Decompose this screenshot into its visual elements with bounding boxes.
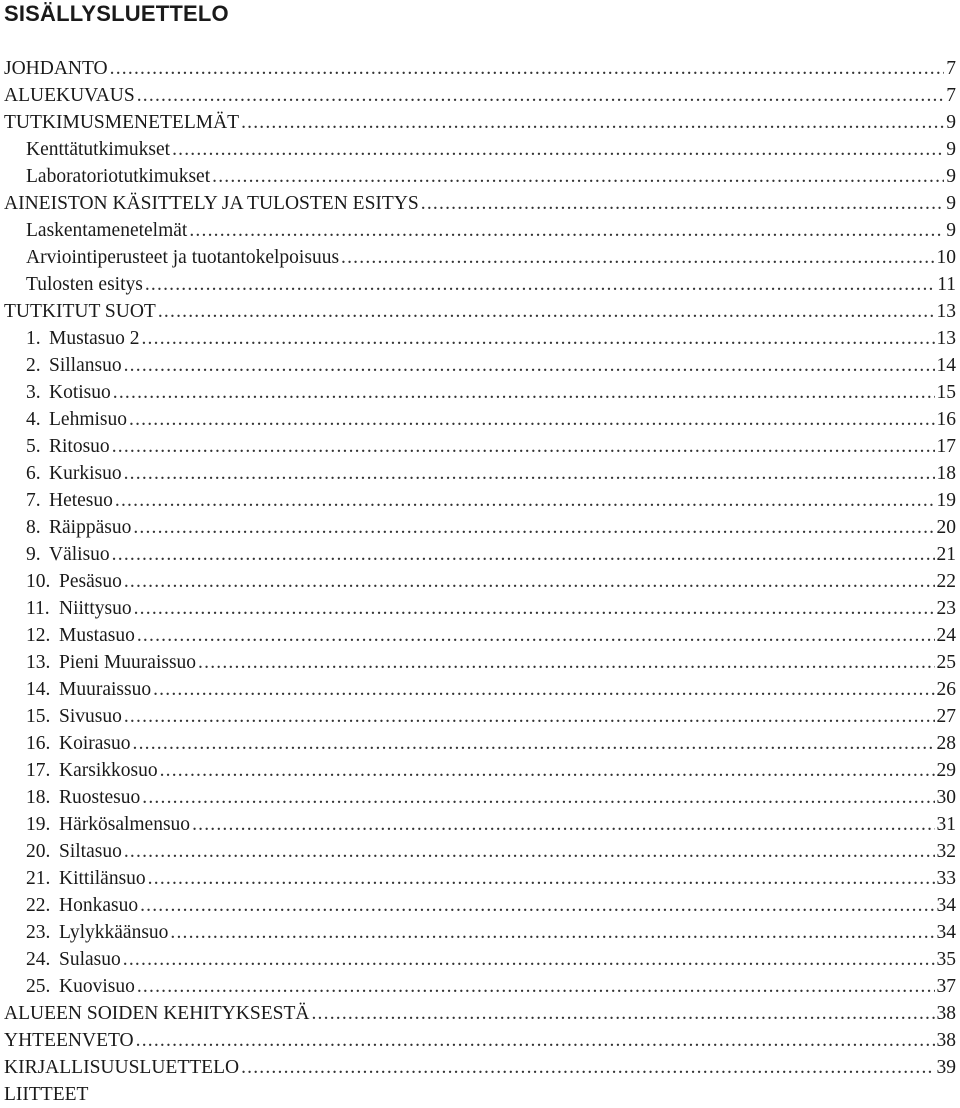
dot-leader [123, 946, 935, 973]
toc-entry-number: 13. [26, 652, 51, 673]
toc-entry-number: 22. [26, 895, 51, 916]
toc-entry-number: 23. [26, 922, 51, 943]
toc-entry[interactable] [0, 325, 956, 352]
dot-leader [113, 379, 935, 406]
toc-entry-label: Ritosuo [49, 436, 110, 457]
toc-entry[interactable] [0, 703, 956, 730]
dot-leader [112, 433, 935, 460]
toc-entry-label: Mustasuo [59, 625, 135, 646]
toc-entry-number: 19. [26, 814, 51, 835]
toc-entry[interactable] [0, 1054, 956, 1081]
toc-entry-page-number: 20 [936, 517, 956, 538]
toc-entry-label: TUTKIMUSMENETELMÄT [4, 112, 240, 133]
toc-entry[interactable] [0, 1081, 956, 1108]
toc-entry-number: 11. [26, 598, 50, 619]
dot-leader [140, 892, 934, 919]
toc-entry-page-number: 15 [936, 382, 956, 403]
dot-leader [192, 811, 934, 838]
dot-leader [153, 676, 934, 703]
dot-leader [421, 190, 944, 217]
dot-leader [115, 487, 935, 514]
toc-entry[interactable] [0, 190, 956, 217]
dot-leader [341, 244, 934, 271]
toc-entry-page-number: 18 [936, 463, 956, 484]
toc-entry-page-number: 31 [936, 814, 956, 835]
toc-entry-number: 5. [26, 436, 41, 457]
toc-entry-page-number: 26 [936, 679, 956, 700]
toc-entry-label: Mustasuo 2 [49, 328, 140, 349]
toc-entry-number: 17. [26, 760, 51, 781]
toc-entry-number: 21. [26, 868, 51, 889]
page-title: SISÄLLYSLUETTELO [4, 1, 229, 26]
toc-entry[interactable] [0, 271, 956, 298]
toc-entry-label: ALUEKUVAUS [4, 85, 135, 106]
toc-entry-label: Niittysuo [59, 598, 132, 619]
toc-entry-number: 18. [26, 787, 51, 808]
toc-entry-number: 6. [26, 463, 41, 484]
dot-leader [172, 136, 944, 163]
toc-entry[interactable] [0, 487, 956, 514]
toc-entry-page-number: 37 [936, 976, 956, 997]
toc-entry-number: 12. [26, 625, 51, 646]
toc-entry-page-number: 21 [936, 544, 956, 565]
dot-leader [133, 730, 935, 757]
dot-leader [241, 1054, 934, 1081]
dot-leader [134, 595, 935, 622]
dot-leader [170, 919, 934, 946]
toc-entry[interactable] [0, 136, 956, 163]
toc-entry-label: Sillansuo [49, 355, 122, 376]
toc-entry-label: LIITTEET [4, 1084, 89, 1105]
toc-entry[interactable] [0, 514, 956, 541]
toc-entry[interactable] [0, 649, 956, 676]
toc-entry-label: Hetesuo [49, 490, 113, 511]
toc-entry-number: 24. [26, 949, 51, 970]
toc-entry-page-number: 34 [936, 895, 956, 916]
dot-leader [311, 1000, 934, 1027]
toc-entry-label: Laboratoriotutkimukset [26, 166, 211, 187]
toc-entry-page-number: 13 [936, 328, 956, 349]
toc-entry-label: Pieni Muuraissuo [59, 652, 197, 673]
dot-leader [158, 298, 935, 325]
toc-entry-number: 10. [26, 571, 51, 592]
toc-entry-number: 7. [26, 490, 41, 511]
dot-leader [145, 271, 935, 298]
toc-entry-page-number: 19 [936, 490, 956, 511]
toc-entry[interactable] [0, 298, 956, 325]
toc-entry-page-number: 10 [936, 247, 956, 268]
toc-entry[interactable] [0, 460, 956, 487]
toc-entry-page-number: 35 [936, 949, 956, 970]
dot-leader [133, 514, 934, 541]
toc-entry[interactable] [0, 109, 956, 136]
dot-leader [241, 109, 944, 136]
toc-entry-number: 3. [26, 382, 41, 403]
toc-entry-number: 16. [26, 733, 51, 754]
dot-leader [124, 703, 935, 730]
toc-entry-label: Honkasuo [59, 895, 139, 916]
toc-entry[interactable] [0, 676, 956, 703]
table-of-contents [0, 55, 956, 1108]
toc-entry-label: Kittilänsuo [59, 868, 146, 889]
toc-entry-page-number: 22 [936, 571, 956, 592]
toc-entry[interactable] [0, 730, 956, 757]
toc-entry[interactable] [0, 541, 956, 568]
toc-entry-number: 15. [26, 706, 51, 727]
toc-entry[interactable] [0, 919, 956, 946]
toc-entry-page-number: 28 [936, 733, 956, 754]
toc-entry-page-number: 27 [936, 706, 956, 727]
toc-entry-number: 25. [26, 976, 51, 997]
toc-entry[interactable] [0, 163, 956, 190]
dot-leader [148, 865, 935, 892]
toc-entry[interactable] [0, 244, 956, 271]
toc-entry[interactable] [0, 433, 956, 460]
toc-entry-page-number: 32 [936, 841, 956, 862]
toc-entry-label: Muuraissuo [59, 679, 152, 700]
dot-leader [212, 163, 944, 190]
dot-leader [124, 568, 935, 595]
toc-entry-label: Pesäsuo [59, 571, 122, 592]
toc-entry-page-number: 9 [946, 193, 956, 214]
toc-entry-page-number: 25 [936, 652, 956, 673]
toc-entry-page-number: 7 [946, 58, 956, 79]
toc-entry[interactable] [0, 892, 956, 919]
toc-entry-label: KIRJALLISUUSLUETTELO [4, 1057, 240, 1078]
toc-entry[interactable] [0, 757, 956, 784]
toc-entry[interactable] [0, 406, 956, 433]
toc-entry[interactable] [0, 784, 956, 811]
toc-entry-number: 14. [26, 679, 51, 700]
toc-entry-label: YHTEENVETO [4, 1030, 134, 1051]
toc-entry-page-number: 39 [936, 1057, 956, 1078]
dot-leader [124, 838, 935, 865]
dot-leader [142, 784, 934, 811]
toc-entry-label: Tulosten esitys [26, 274, 143, 295]
toc-entry-number: 8. [26, 517, 41, 538]
dot-leader [189, 217, 944, 244]
toc-entry[interactable] [0, 838, 956, 865]
toc-entry-page-number: 23 [936, 598, 956, 619]
toc-entry-page-number: 14 [936, 355, 956, 376]
toc-entry-page-number: 29 [936, 760, 956, 781]
toc-entry-number: 4. [26, 409, 41, 430]
toc-entry-label: Laskentamenetelmät [26, 220, 188, 241]
toc-entry-label: Lylykkäänsuo [59, 922, 169, 943]
toc-entry-label: Sulasuo [59, 949, 121, 970]
toc-entry-label: ALUEEN SOIDEN KEHITYKSESTÄ [4, 1003, 310, 1024]
toc-entry[interactable] [0, 622, 956, 649]
toc-entry-label: Arviointiperusteet ja tuotantokelpoisuus [26, 247, 340, 268]
dot-leader [160, 757, 935, 784]
dot-leader [141, 325, 934, 352]
toc-entry-label: JOHDANTO [4, 58, 108, 79]
toc-entry-page-number: 34 [936, 922, 956, 943]
toc-entry-page-number: 9 [946, 139, 956, 160]
toc-entry-label: Siltasuo [59, 841, 122, 862]
toc-entry-page-number: 9 [946, 166, 956, 187]
toc-entry-number: 20. [26, 841, 51, 862]
toc-entry-page-number: 13 [936, 301, 956, 322]
toc-entry-label: Sivusuo [59, 706, 122, 727]
toc-entry-page-number: 38 [936, 1003, 956, 1024]
toc-entry-label: Ruostesuo [59, 787, 141, 808]
toc-entry[interactable] [0, 946, 956, 973]
toc-entry[interactable] [0, 568, 956, 595]
toc-entry-page-number: 33 [936, 868, 956, 889]
toc-entry-label: AINEISTON KÄSITTELY JA TULOSTEN ESITYS [4, 193, 419, 214]
toc-entry[interactable] [0, 1000, 956, 1027]
toc-entry[interactable] [0, 865, 956, 892]
toc-entry-label: Kenttätutkimukset [26, 139, 171, 160]
toc-entry-label: Koirasuo [59, 733, 131, 754]
toc-entry-label: Lehmisuo [49, 409, 127, 430]
toc-entry[interactable] [0, 352, 956, 379]
toc-entry-label: Räippäsuo [49, 517, 132, 538]
dot-leader [137, 622, 935, 649]
dot-leader [137, 973, 935, 1000]
toc-entry-page-number: 16 [936, 409, 956, 430]
dot-leader [112, 541, 935, 568]
dot-leader [137, 82, 945, 109]
toc-entry-label: Karsikkosuo [59, 760, 158, 781]
toc-entry[interactable] [0, 1027, 956, 1054]
toc-entry-page-number: 24 [936, 625, 956, 646]
toc-entry-number: 2. [26, 355, 41, 376]
toc-entry-page-number: 30 [936, 787, 956, 808]
toc-entry-page-number: 7 [946, 85, 956, 106]
toc-entry[interactable] [0, 379, 956, 406]
toc-entry[interactable] [0, 973, 956, 1000]
toc-entry[interactable] [0, 811, 956, 838]
toc-entry-label: Kurkisuo [49, 463, 122, 484]
dot-leader [198, 649, 934, 676]
dot-leader [124, 460, 935, 487]
toc-entry[interactable] [0, 217, 956, 244]
dot-leader [124, 352, 935, 379]
toc-entry-label: Kuovisuo [59, 976, 135, 997]
toc-entry[interactable] [0, 82, 956, 109]
toc-entry-page-number: 9 [946, 112, 956, 133]
toc-entry-label: Kotisuo [49, 382, 111, 403]
toc-entry-label: Härkösalmensuo [59, 814, 191, 835]
toc-entry-label: Välisuo [49, 544, 110, 565]
toc-entry-label: TUTKITUT SUOT [4, 301, 156, 322]
toc-entry-page-number: 38 [936, 1030, 956, 1051]
dot-leader [110, 55, 945, 82]
dot-leader [136, 1027, 935, 1054]
toc-entry-page-number: 17 [936, 436, 956, 457]
toc-entry[interactable] [0, 595, 956, 622]
dot-leader [129, 406, 935, 433]
toc-entry[interactable] [0, 55, 956, 82]
toc-entry-number: 1. [26, 328, 41, 349]
toc-entry-page-number: 11 [937, 274, 956, 295]
toc-entry-page-number: 9 [946, 220, 956, 241]
toc-entry-number: 9. [26, 544, 41, 565]
